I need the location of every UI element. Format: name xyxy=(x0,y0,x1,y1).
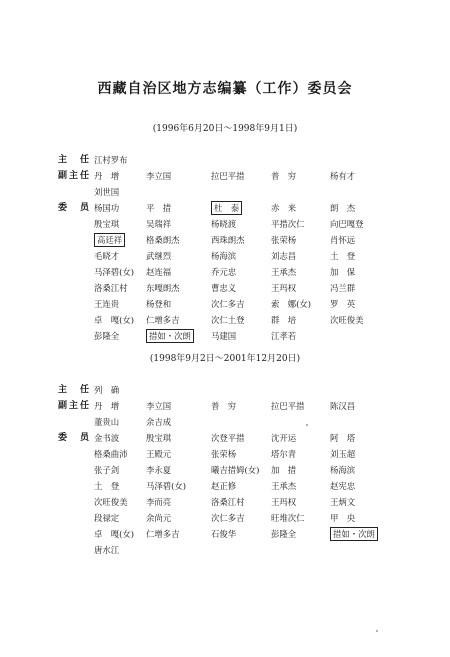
member-name: 次仁土登 xyxy=(211,315,245,325)
member-name: 次登平措 xyxy=(211,433,245,443)
member-name: 仁增多吉 xyxy=(146,529,180,539)
member-name: 刘世国 xyxy=(94,187,120,197)
role-label: 委 员 xyxy=(58,203,92,213)
member-name: 群 培 xyxy=(271,315,297,325)
member-name: 甲 央 xyxy=(330,513,356,523)
member-name: 王连贵 xyxy=(94,299,120,309)
member-name: 阿 塔 xyxy=(330,433,356,443)
member-name: 措如・次朗 xyxy=(330,527,378,541)
member-name: 杨有才 xyxy=(330,171,356,181)
member-name: 陈汉昌 xyxy=(330,401,356,411)
member-name: 马泽碧(女) xyxy=(146,481,187,491)
role-row xyxy=(58,542,398,558)
member-name: 西珠朗杰 xyxy=(211,235,245,245)
role-row xyxy=(58,478,398,494)
member-name: 张荣杨 xyxy=(271,235,297,245)
member-name: 金书波 xyxy=(94,433,120,443)
member-name: 次旺俊美 xyxy=(330,315,364,325)
member-name: 马泽碧(女) xyxy=(94,267,135,277)
member-name: 武继烈 xyxy=(146,251,172,261)
role-row xyxy=(58,462,398,478)
role-row xyxy=(58,312,398,328)
member-name: 杨晓渡 xyxy=(211,219,237,229)
role-row-header xyxy=(58,398,398,414)
role-row xyxy=(58,280,398,296)
member-name: 刘玉超 xyxy=(330,449,356,459)
document-title: 西藏自治区地方志编纂（工作）委员会 xyxy=(97,81,353,97)
member-name: 毛晓才 xyxy=(94,251,120,261)
member-name: 塔尔青 xyxy=(271,449,297,459)
member-name: 仁增多吉 xyxy=(146,315,180,325)
member-name: 朗 杰 xyxy=(330,203,356,213)
role-row xyxy=(58,526,398,542)
member-name: 加 措 xyxy=(271,465,297,475)
member-name: 王炳文 xyxy=(330,497,356,507)
member-name: 平措次仁 xyxy=(271,219,305,229)
member-name: 索 娜(女) xyxy=(271,299,312,309)
member-name: 王承杰 xyxy=(271,267,297,277)
member-name: 向巴嘎登 xyxy=(330,219,364,229)
member-name: 赵宪忠 xyxy=(330,481,356,491)
member-name: 沈开运 xyxy=(271,433,297,443)
member-name: 杨海滨 xyxy=(211,251,237,261)
role-row xyxy=(58,494,398,510)
member-name: 赵正修 xyxy=(211,481,237,491)
member-name: 旺堆次仁 xyxy=(271,513,305,523)
member-name: 拉巴平措 xyxy=(271,401,305,411)
member-name: 卓 嘎(女) xyxy=(94,529,135,539)
member-name: 拉巴平措 xyxy=(211,171,245,181)
member-name: 江村罗布 xyxy=(94,155,128,165)
role-row-header xyxy=(58,168,398,184)
member-name: 董贵山 xyxy=(94,417,120,427)
role-row xyxy=(58,296,398,312)
member-name: 普 穷 xyxy=(271,171,297,181)
role-label: 主 任 xyxy=(58,385,92,395)
member-name: 罗 英 xyxy=(330,299,356,309)
member-name: 马建国 xyxy=(211,331,237,341)
role-row xyxy=(58,216,398,232)
member-name: 江孝若 xyxy=(271,331,297,341)
member-name: 次仁多吉 xyxy=(211,513,245,523)
member-name: 张荣杨 xyxy=(211,449,237,459)
role-label: 委 员 xyxy=(58,433,92,443)
period-range-1: (1996年6月20日～1998年9月1日) xyxy=(152,124,298,134)
role-row-header xyxy=(58,152,398,168)
member-name: 杨海滨 xyxy=(330,465,356,475)
member-name: 杨登和 xyxy=(146,299,172,309)
role-label: 副主任 xyxy=(58,401,92,411)
member-name: 王玛权 xyxy=(271,497,297,507)
member-name: 唐水江 xyxy=(94,545,120,555)
member-name: 曦吉措姆(女) xyxy=(211,465,260,475)
member-name: 刘志昌 xyxy=(271,251,297,261)
member-name: 王殿元 xyxy=(146,449,172,459)
member-name: 李而亮 xyxy=(146,497,172,507)
member-name: 李立国 xyxy=(146,171,172,181)
member-name: 彭隆全 xyxy=(94,331,120,341)
member-name: 吴瑞祥 xyxy=(146,219,172,229)
member-name: 殷宝琪 xyxy=(146,433,172,443)
member-name: 格桑曲沛 xyxy=(94,449,128,459)
member-name: 肖怀远 xyxy=(330,235,356,245)
period-range-2: (1998年9月2日～2001年12月20日) xyxy=(149,354,301,364)
role-row xyxy=(58,248,398,264)
member-name: 卓 嘎(女) xyxy=(94,315,135,325)
committee-section-2 xyxy=(58,382,398,558)
member-name: 洛桑江村 xyxy=(94,283,128,293)
member-name: 石俊华 xyxy=(211,529,237,539)
member-name: 曹忠义 xyxy=(211,283,237,293)
member-name: 杜 泰 xyxy=(211,201,242,215)
member-name: 土 登 xyxy=(94,481,120,491)
member-name: 冯兰群 xyxy=(330,283,356,293)
member-name: 洛桑江村 xyxy=(211,497,245,507)
member-name: 措如・次朗 xyxy=(146,329,194,343)
member-name: 加 保 xyxy=(330,267,356,277)
scan-speck xyxy=(376,630,378,632)
member-name: 土 登 xyxy=(330,251,356,261)
scan-speck xyxy=(306,424,308,426)
role-row xyxy=(58,446,398,462)
member-name: 格桑朗杰 xyxy=(146,235,180,245)
member-name: 赵连福 xyxy=(146,267,172,277)
member-name: 东嘎朗杰 xyxy=(146,283,180,293)
member-name: 平 措 xyxy=(146,203,172,213)
member-name: 普 穷 xyxy=(211,401,237,411)
member-name: 高廷祥 xyxy=(94,233,125,247)
member-name: 彭隆全 xyxy=(271,529,297,539)
committee-section-1 xyxy=(58,152,398,344)
member-name: 李立国 xyxy=(146,401,172,411)
member-name: 余尚元 xyxy=(146,513,172,523)
member-name: 次仁多吉 xyxy=(211,299,245,309)
member-name: 列 确 xyxy=(94,385,120,395)
member-name: 杨国功 xyxy=(94,203,120,213)
role-row xyxy=(58,414,398,430)
member-name: 王承杰 xyxy=(271,481,297,491)
member-name: 次旺俊美 xyxy=(94,497,128,507)
member-name: 殷宝琪 xyxy=(94,219,120,229)
role-row-header xyxy=(58,382,398,398)
member-name: 丹 增 xyxy=(94,401,120,411)
role-row xyxy=(58,264,398,280)
role-row xyxy=(58,328,398,344)
member-name: 乔元忠 xyxy=(211,267,237,277)
member-name: 赤 来 xyxy=(271,203,297,213)
role-row xyxy=(58,510,398,526)
role-row xyxy=(58,232,398,248)
member-name: 余吉成 xyxy=(146,417,172,427)
member-name: 段禄定 xyxy=(94,513,120,523)
member-name: 王玛权 xyxy=(271,283,297,293)
role-label: 主 任 xyxy=(58,155,92,165)
member-name: 丹 增 xyxy=(94,171,120,181)
role-row xyxy=(58,184,398,200)
role-row-header xyxy=(58,430,398,446)
role-row-header xyxy=(58,200,398,216)
member-name: 李永夏 xyxy=(146,465,172,475)
role-label: 副主任 xyxy=(58,171,92,181)
member-name: 张子剑 xyxy=(94,465,120,475)
